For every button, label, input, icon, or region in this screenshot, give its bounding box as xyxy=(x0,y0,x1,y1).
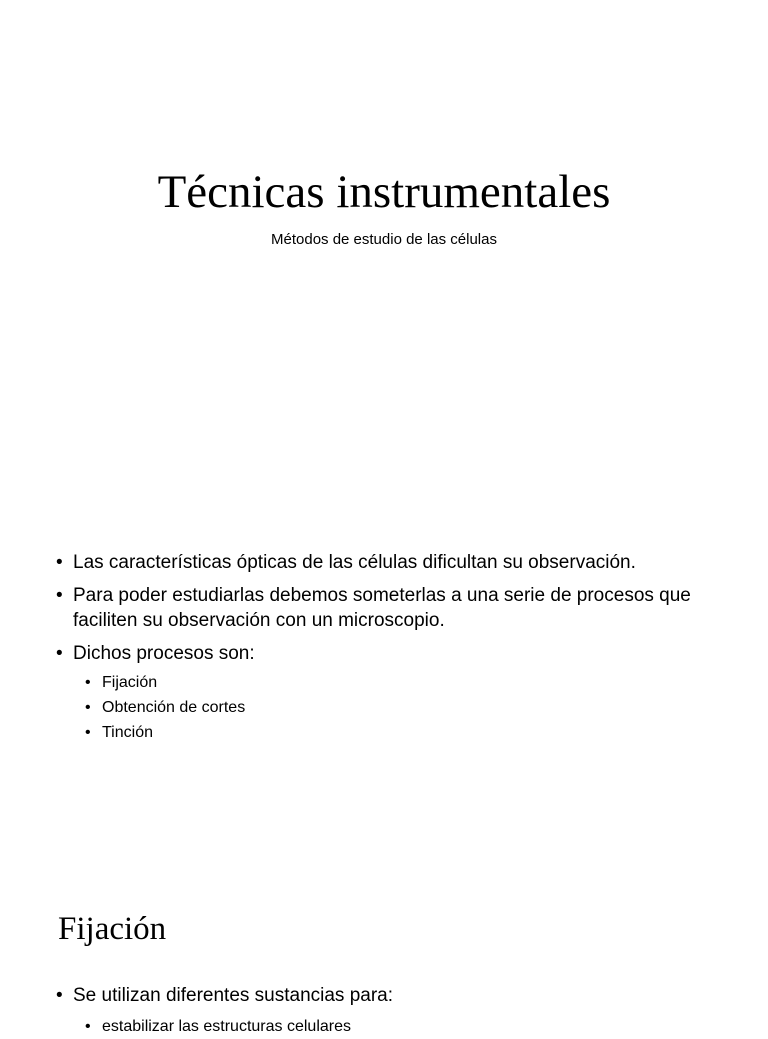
sub-bullet-list xyxy=(73,670,736,745)
bullet-marker: • xyxy=(56,985,63,1006)
bullet-text: Para poder estudiarlas debemos someterlas a una serie de procesos que faciliten su observación con un microscopio. xyxy=(73,585,691,631)
slide-title: Técnicas instrumentales xyxy=(157,166,611,218)
bullet-text: Dichos procesos son: xyxy=(73,643,255,664)
sub-list-item xyxy=(85,670,736,695)
bullet-marker: • xyxy=(56,552,63,573)
sub-list-item xyxy=(85,695,736,720)
sub-bullet-list xyxy=(73,1014,736,1039)
sub-bullet-text: Obtención de cortes xyxy=(102,699,246,716)
sub-list-item xyxy=(85,720,736,745)
bullet-marker: • xyxy=(85,724,91,741)
bullet-marker: • xyxy=(85,699,91,716)
sub-list-item xyxy=(85,1014,736,1039)
bullet-text: Las características ópticas de las células dificultan su observación. xyxy=(73,552,636,573)
list-item xyxy=(56,583,736,633)
bullet-list xyxy=(56,550,736,753)
list-item xyxy=(56,641,736,745)
bullet-marker: • xyxy=(85,674,91,691)
bullet-marker: • xyxy=(56,643,63,664)
bullet-list xyxy=(56,983,736,1039)
section-title: Fijación xyxy=(58,911,167,947)
sub-bullet-text: estabilizar las estructuras celulares xyxy=(102,1018,351,1035)
sub-bullet-text: Tinción xyxy=(102,724,153,741)
sub-bullet-text: Fijación xyxy=(102,674,158,691)
bullet-text: Se utilizan diferentes sustancias para: xyxy=(73,985,394,1006)
list-item xyxy=(56,550,736,575)
bullet-marker: • xyxy=(56,585,63,606)
bullet-marker: • xyxy=(85,1018,91,1035)
list-item xyxy=(56,983,736,1039)
slide-subtitle: Métodos de estudio de las células xyxy=(271,231,497,248)
